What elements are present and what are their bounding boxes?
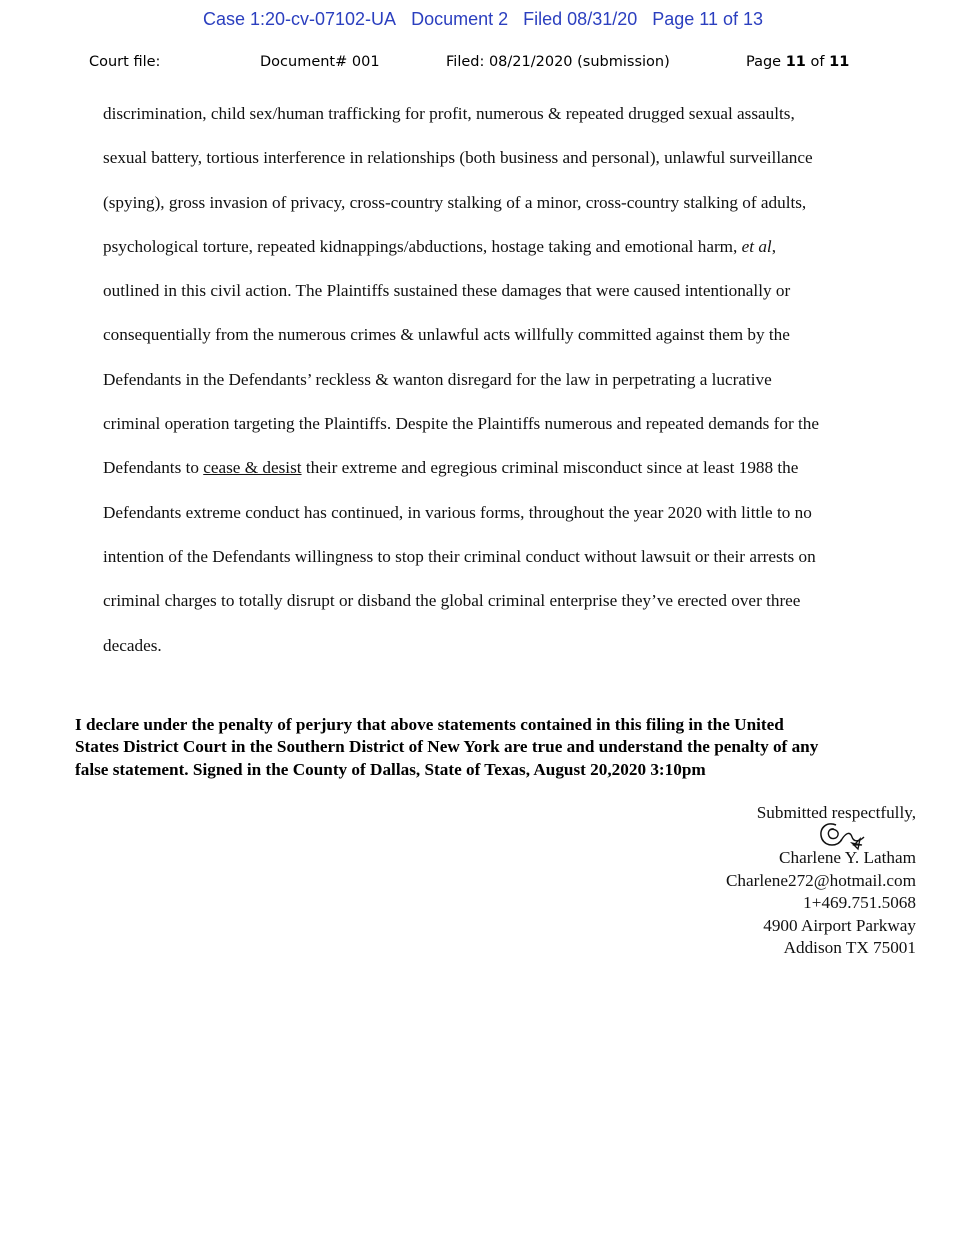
- body-line: consequentially from the numerous crimes & unlawful acts willfully committed against them by the: [103, 325, 790, 345]
- signer-name: Charlene Y. Latham: [779, 848, 916, 867]
- page-indicator: [746, 54, 849, 70]
- declaration-line: I declare under the penalty of perjury that above statements contained in this filing in the United: [75, 715, 784, 734]
- court-file-label: Court file:: [89, 54, 161, 70]
- body-line: criminal operation targeting the Plaintiffs. Despite the Plaintiffs numerous and repeated demands for the: [103, 414, 819, 434]
- body-line-text: Defendants to: [103, 458, 204, 478]
- body-line-text: psychological torture, repeated kidnappings/abductions, hostage taking and emotional harm,: [103, 236, 742, 256]
- page-total: 11: [829, 54, 850, 70]
- declaration-line: States District Court in the Southern District of New York are true and understand the penalty of any: [75, 737, 819, 757]
- body-paragraph: [103, 92, 933, 668]
- filed-date: Filed: 08/21/2020 (submission): [446, 54, 670, 70]
- page-of: of: [805, 54, 830, 70]
- body-line: intention of the Defendants willingness to stop their criminal conduct without lawsuit or their arrests on: [103, 546, 816, 566]
- ecf-document-number: Document 2: [411, 9, 509, 29]
- declaration-line: false statement. Signed in the County of Dallas, State of Texas, August 20,2020 3:10pm: [75, 759, 706, 779]
- handwritten-signature: [814, 815, 874, 861]
- ecf-filed-date: Filed 08/31/20: [523, 9, 638, 29]
- court-file-header: [0, 54, 966, 74]
- ecf-page-number: Page 11 of 13: [652, 9, 764, 29]
- body-line: Defendants extreme conduct has continued, in various forms, throughout the year 2020 with little to no: [103, 502, 812, 522]
- body-line: criminal charges to totally disrupt or disband the global criminal enterprise they’ve erected over three: [103, 591, 801, 611]
- body-line: discrimination, child sex/human trafficking for profit, numerous & repeated drugged sexual assaults,: [103, 104, 795, 123]
- body-line: Defendants in the Defendants’ reckless & wanton disregard for the law in perpetrating a lucrative: [103, 369, 772, 389]
- signer-address-line1: 4900 Airport Parkway: [763, 915, 916, 935]
- ecf-case-number: Case 1:20-cv-07102-UA: [202, 9, 397, 29]
- body-line: [103, 446, 933, 490]
- page-number: 11: [785, 54, 806, 70]
- signer-email: Charlene272@hotmail.com: [725, 870, 916, 890]
- body-line-text: their extreme and egregious criminal misconduct since at least 1988 the: [301, 458, 799, 478]
- ecf-filing-header: [0, 9, 966, 30]
- body-line-text: ,: [771, 236, 777, 256]
- closing-text: Submitted respectfully,: [756, 803, 916, 822]
- et-al-italic: et al: [741, 236, 772, 256]
- page-prefix: Page: [746, 54, 786, 70]
- signer-phone: 1+469.751.5068: [803, 893, 916, 912]
- body-line: outlined in this civil action. The Plaintiffs sustained these damages that were caused intentionally or: [103, 281, 791, 301]
- body-line: [103, 225, 933, 269]
- signer-address-line2: Addison TX 75001: [783, 938, 916, 957]
- perjury-declaration: [75, 714, 925, 781]
- body-line: sexual battery, tortious interference in relationships (both business and personal), unlawful surveillance: [103, 148, 813, 168]
- body-line: (spying), gross invasion of privacy, cross-country stalking of a minor, cross-country stalking of adults,: [103, 192, 807, 212]
- document-number: Document# 001: [260, 54, 380, 70]
- body-line: decades.: [103, 635, 162, 655]
- cease-desist-underlined: cease & desist: [203, 458, 302, 478]
